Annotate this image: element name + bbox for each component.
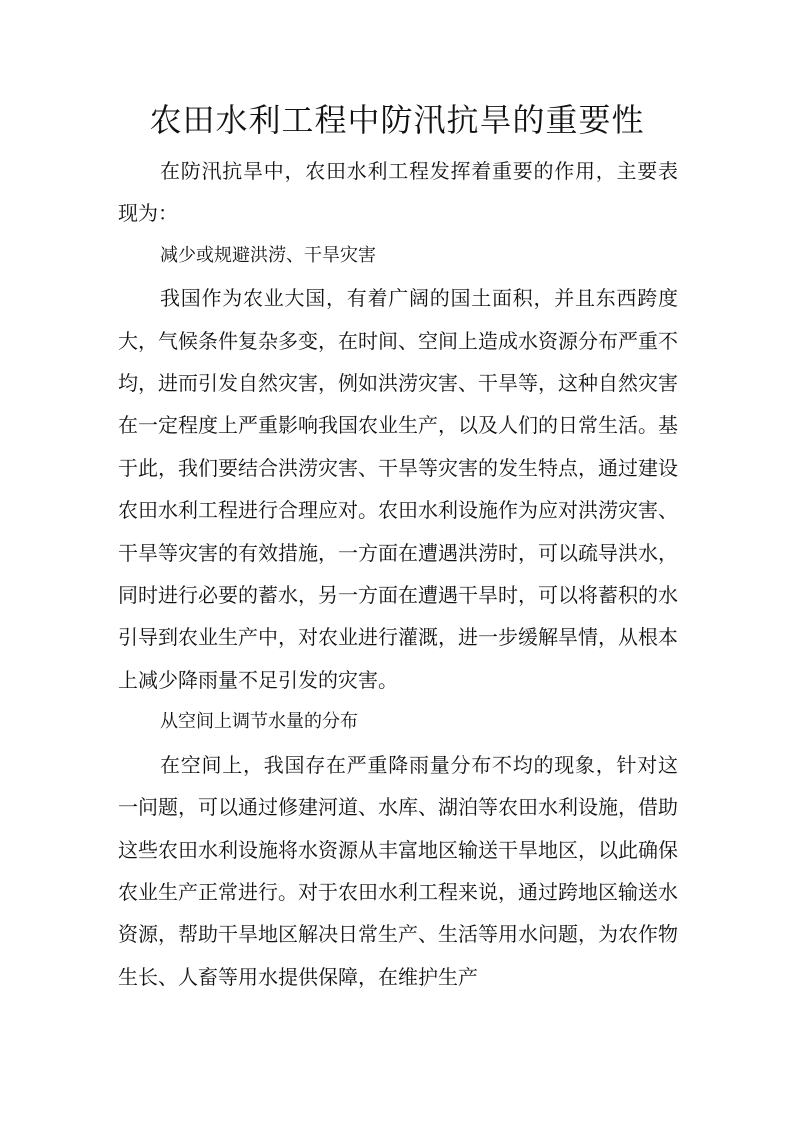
section-paragraph-spatial-distribution: 在空间上，我国存在严重降雨量分布不均的现象，针对这一问题，可以通过修建河道、水库、湖泊等农田水利设施，借助这些农田水利设施将水资源从丰富地区输送干旱地区，以此确保农业生产正常进行。对于农田水利工程来说，通过跨地区输送水资源，帮助干旱地区解决日常生产、生活等用水问题，为农作物生长、人畜等用水提供保障，在维护生产	[118, 752, 678, 989]
section-paragraph-reduce-disasters: 我国作为农业大国，有着广阔的国土面积，并且东西跨度大，气候条件复杂多变，在时间、空间上造成水资源分布严重不均，进而引发自然灾害，例如洪涝灾害、干旱等，这种自然灾害在一定程度上严重影响我国农业生产，以及人们的日常生活。基于此，我们要结合洪涝灾害、干旱等灾害的发生特点，通过建设农田水利工程进行合理应对。农田水利设施作为应对洪涝灾害、干旱等灾害的有效措施，一方面在遭遇洪涝时，可以疏导洪水，同时进行必要的蓄水，另一方面在遭遇干旱时，可以将蓄积的水引导到农业生产中，对农业进行灌溉，进一步缓解旱情，从根本上减少降雨量不足引发的灾害。	[118, 286, 678, 692]
section-heading-reduce-disasters: 减少或规避洪涝、干旱灾害	[160, 244, 376, 266]
intro-paragraph: 在防汛抗旱中，农田水利工程发挥着重要的作用，主要表现为：	[118, 159, 678, 226]
section-heading-spatial-distribution: 从空间上调节水量的分布	[160, 711, 358, 733]
document-title: 农田水利工程中防汛抗旱的重要性	[149, 101, 645, 139]
document-body	[118, 150, 678, 998]
